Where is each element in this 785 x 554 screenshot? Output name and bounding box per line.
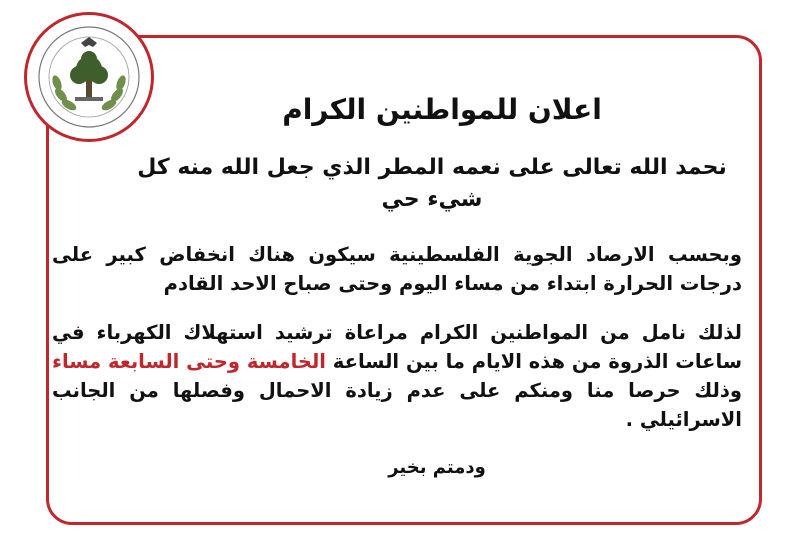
greeting-line: نحمد الله تعالى على نعمه المطر الذي جعل الله منه كل شيء حي xyxy=(137,155,727,212)
closing-line: ودمتم بخير xyxy=(388,457,486,478)
paragraph-request xyxy=(52,318,742,434)
peak-hours-highlight: الخامسة وحتى السابعة مساء xyxy=(52,350,326,373)
paragraph-request-part-1: لذلك نامل من المواطنين الكرام مراعاة ترشيد استهلاك الكهرباء في ساعات الذروة من هذه الايام ما بين الساعة xyxy=(52,321,742,373)
announcement-content xyxy=(52,78,742,482)
paragraph-forecast: وبحسب الارصاد الجوية الفلسطينية سيكون هناك انخفاض كبير على درجات الحرارة ابتداء من مساء اليوم وحتى صباح الاحد القادم xyxy=(52,243,742,295)
announcement-title: اعلان للمواطنين الكرام xyxy=(282,93,602,126)
paragraph-request-part-2: وذلك حرصا منا ومنكم على عدم زيادة الاحمال وفصلها من الجانب الاسرائيلي . xyxy=(52,379,742,431)
